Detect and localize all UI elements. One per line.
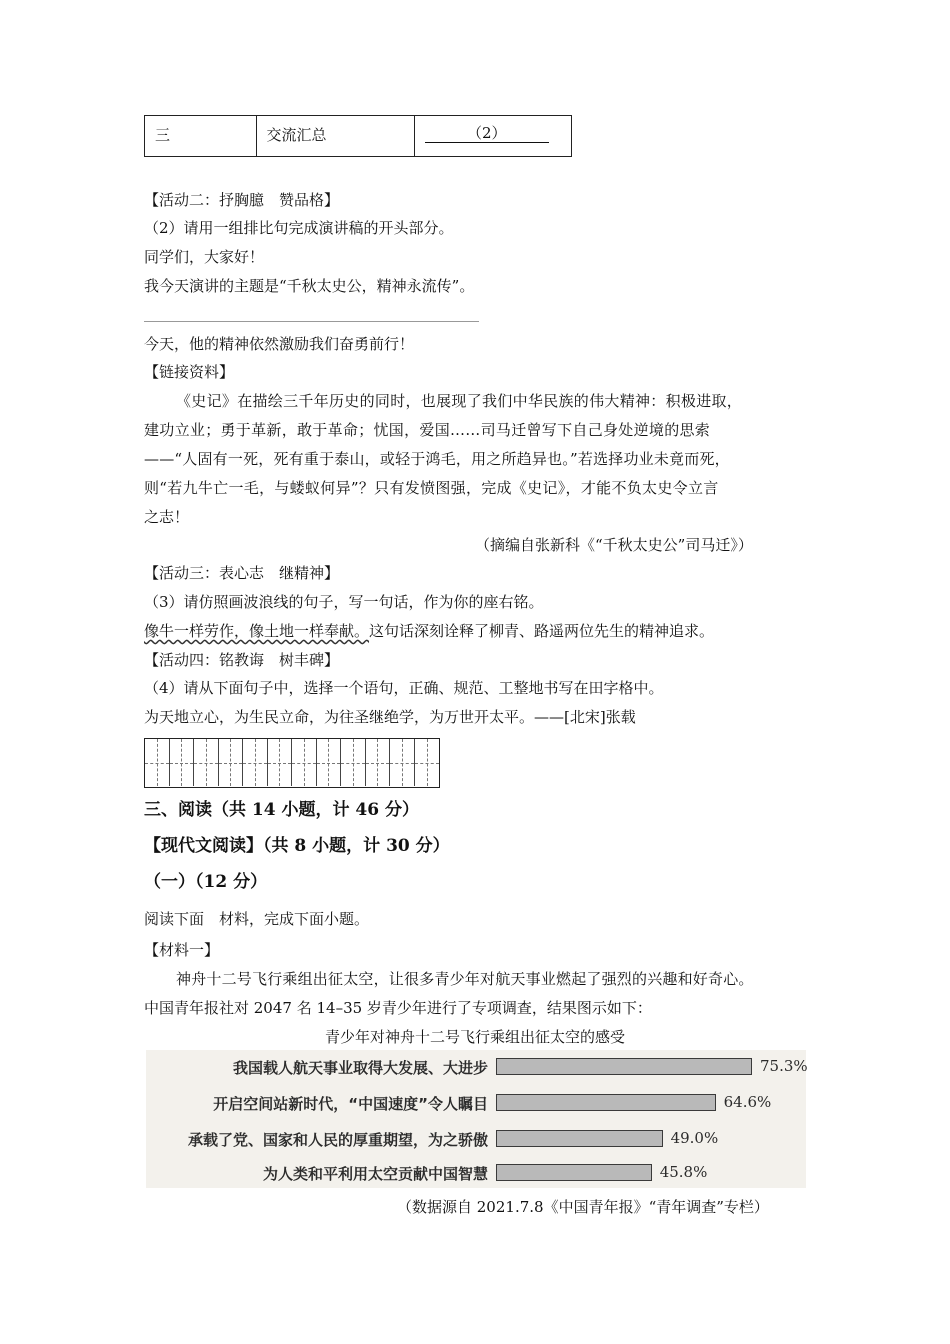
activity4-question: （4）请从下面句子中，选择一个语句，正确、规范、工整地书写在田字格中。 bbox=[144, 679, 664, 697]
grid-cell[interactable] bbox=[145, 739, 170, 786]
grid-cell[interactable] bbox=[390, 739, 415, 786]
bar-category-label: 承载了党、国家和人民的厚重期望，为之骄傲 bbox=[187, 1131, 488, 1149]
bar-value-label: 75.3% bbox=[760, 1057, 808, 1075]
wavy-sentence: 像牛一样劳作，像土地一样奉献。 bbox=[144, 622, 370, 640]
grid-cell[interactable] bbox=[243, 739, 268, 786]
grid-cell[interactable] bbox=[194, 739, 219, 786]
bar bbox=[496, 1094, 716, 1111]
activity3-title: 【活动三：表心志 继精神】 bbox=[144, 564, 340, 582]
activity4-title: 【活动四：铭教诲 树丰碑】 bbox=[144, 651, 340, 669]
table-cell-activity: 交流汇总 bbox=[257, 116, 415, 156]
summary-table bbox=[144, 115, 572, 157]
activity4-quote: 为天地立心，为生民立命，为往圣继绝学，为万世开太平。——[北宋]张载 bbox=[144, 708, 636, 726]
bar-category-label: 我国载人航天事业取得大发展、大进步 bbox=[232, 1059, 488, 1077]
grid-cell[interactable] bbox=[170, 739, 195, 786]
link-material-line: 之志！ bbox=[144, 508, 190, 526]
bar-value-label: 64.6% bbox=[723, 1093, 772, 1111]
material-line: 神舟十二号飞行乘组出征太空，让很多青少年对航天事业燃起了强烈的兴趣和好奇心。 bbox=[176, 970, 754, 988]
bar-category-label: 开启空间站新时代，“中国速度”令人瞩目 bbox=[213, 1095, 488, 1113]
activity2-theme: 我今天演讲的主题是“千秋太史公，精神永流传”。 bbox=[144, 277, 475, 295]
grid-cell[interactable] bbox=[219, 739, 244, 786]
material-line: 中国青年报社对 2047 名 14–35 岁青少年进行了专项调查，结果图示如下： bbox=[144, 999, 652, 1017]
bar-value-label: 49.0% bbox=[670, 1129, 719, 1147]
activity2-closing: 今天，他的精神依然激励我们奋勇前行！ bbox=[144, 335, 415, 353]
grid-cell[interactable] bbox=[341, 739, 366, 786]
section3-part: （一）（12 分） bbox=[144, 872, 268, 892]
link-material-line: 则“若九牛亡一毛，与蝼蚁何异”？只有发愤图强，完成《史记》，才能不负太史令立言 bbox=[144, 479, 719, 497]
section3-subheading: 【现代文阅读】（共 8 小题，计 30 分） bbox=[144, 836, 450, 856]
answer-line[interactable] bbox=[144, 321, 479, 322]
material-title: 【材料一】 bbox=[144, 941, 220, 959]
bar-value-label: 45.8% bbox=[659, 1163, 708, 1181]
answer-blank-2[interactable]: （2） bbox=[425, 124, 549, 143]
activity3-example bbox=[144, 621, 714, 641]
link-material-line: ——“人固有一死，死有重于泰山，或轻于鸿毛，用之所趋异也。”若选择功业未竟而死， bbox=[144, 450, 730, 468]
bar bbox=[496, 1058, 752, 1075]
link-material-line: 建功立业；勇于革新，敢于革命；忧国，爱国……司马迁曾写下自己身处逆境的思索 bbox=[144, 421, 711, 439]
activity2-title: 【活动二：抒胸臆 赞品格】 bbox=[144, 191, 340, 209]
chart-title: 青少年对神舟十二号飞行乘组出征太空的感受 bbox=[324, 1028, 625, 1046]
writing-grid[interactable] bbox=[144, 738, 440, 788]
table-cell-blank bbox=[415, 116, 571, 156]
activity2-question: （2）请用一组排比句完成演讲稿的开头部分。 bbox=[144, 219, 454, 237]
section3-heading: 三、阅读（共 14 小题，计 46 分） bbox=[144, 800, 419, 820]
activity2-greeting: 同学们，大家好！ bbox=[144, 248, 265, 266]
bar bbox=[496, 1164, 652, 1181]
data-source: （数据源自 2021.7.8《中国青年报》“青年调查”专栏） bbox=[397, 1198, 769, 1216]
activity3-question: （3）请仿照画波浪线的句子，写一句话，作为你的座右铭。 bbox=[144, 593, 544, 611]
bar-chart bbox=[146, 1050, 806, 1188]
link-material-line: 《史记》在描绘三千年历史的同时，也展现了我们中华民族的伟大精神：积极进取， bbox=[176, 392, 743, 410]
link-material-source: （摘编自张新科《“千秋太史公”司马迁》） bbox=[475, 536, 753, 554]
grid-cell[interactable] bbox=[268, 739, 293, 786]
grid-cell[interactable] bbox=[415, 739, 440, 786]
example-explanation: 这句话深刻诠释了柳青、路遥两位先生的精神追求。 bbox=[369, 622, 715, 640]
bar-category-label: 为人类和平利用太空贡献中国智慧 bbox=[262, 1165, 488, 1183]
grid-cell[interactable] bbox=[317, 739, 342, 786]
table-cell-index: 三 bbox=[145, 116, 257, 156]
reading-instruction: 阅读下面 材料，完成下面小题。 bbox=[144, 910, 370, 928]
link-material-title: 【链接资料】 bbox=[144, 363, 235, 381]
grid-cell[interactable] bbox=[366, 739, 391, 786]
bar bbox=[496, 1130, 663, 1147]
grid-cell[interactable] bbox=[292, 739, 317, 786]
